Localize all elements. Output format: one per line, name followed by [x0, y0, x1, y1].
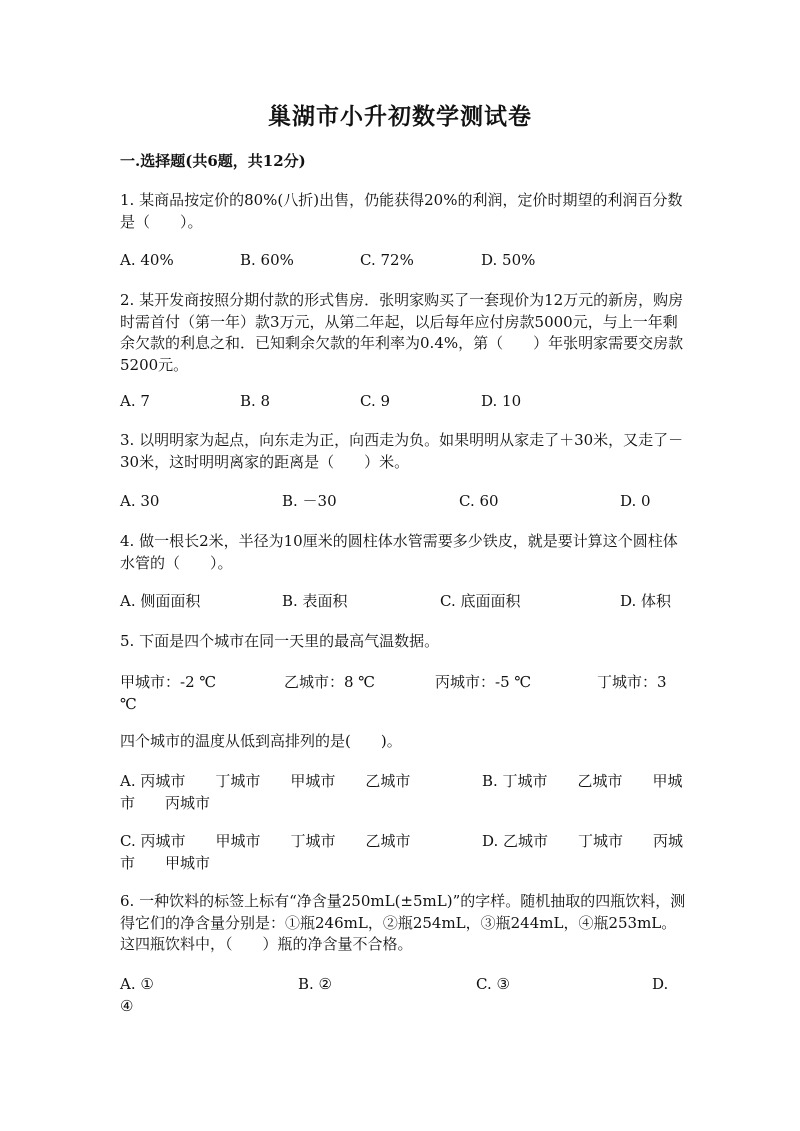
option-b[interactable]: B. 60%: [240, 251, 294, 269]
question-3-options: [120, 491, 686, 535]
temp-bing: 丙城市：-5 ℃: [435, 673, 532, 691]
question-2-options: [120, 391, 686, 435]
option-d[interactable]: D.: [652, 975, 669, 993]
section-heading: 一.选择题(共6题，共12分): [120, 152, 306, 170]
option-b[interactable]: B. 8: [240, 392, 271, 410]
option-d[interactable]: D. 0: [620, 492, 651, 510]
option-d[interactable]: D. 10: [481, 392, 522, 410]
question-4-options: [120, 591, 686, 635]
option-c[interactable]: C. 底面面积: [440, 592, 521, 610]
option-d[interactable]: D. 体积: [620, 592, 672, 610]
option-c[interactable]: C. ③: [476, 975, 510, 993]
option-b-wrap[interactable]: 市 丙城市: [120, 793, 211, 812]
option-b[interactable]: B. －30: [282, 492, 337, 510]
option-a[interactable]: A. 7: [120, 392, 150, 410]
temperature-data: [120, 672, 686, 716]
question-5-ask: 四个城市的温度从低到高排列的是( )。: [120, 732, 402, 750]
question-3-stem: 3. 以明明家为起点，向东走为正，向西走为负。如果明明从家走了＋30米，又走了－30米，这时明明离家的距离是（ ）米。: [120, 431, 684, 471]
temp-ding-unit: ℃: [120, 694, 137, 713]
option-d[interactable]: D. 乙城市 丁城市 丙城: [482, 832, 684, 850]
temp-ding: 丁城市：3: [597, 673, 667, 691]
option-c[interactable]: C. 9: [360, 392, 391, 410]
option-c[interactable]: C. 60: [459, 492, 499, 510]
option-a[interactable]: A. 30: [120, 492, 160, 510]
question-6-options: [120, 974, 686, 1018]
option-a[interactable]: A. ①: [120, 975, 154, 993]
question-5-options-cd: [120, 831, 686, 875]
temp-yi: 乙城市：8 ℃: [284, 673, 376, 691]
option-b[interactable]: B. ②: [298, 975, 333, 993]
question-1-options: [120, 250, 686, 294]
option-d-wrap[interactable]: 市 甲城市: [120, 853, 211, 872]
question-4-stem: 4. 做一根长2米，半径为10厘米的圆柱体水管需要多少铁皮，就是要计算这个圆柱体水管的（ ）。: [120, 532, 678, 572]
option-d-wrap[interactable]: ④: [120, 996, 134, 1015]
temp-jia: 甲城市：-2 ℃: [120, 673, 217, 691]
question-2-stem: 2. 某开发商按照分期付款的形式售房．张明家购买了一套现价为12万元的新房，购房时需首付（第一年）款3万元，从第二年起，以后每年应付房款5000元，与上一年剩余欠款的利息之和．已知剩余欠款的年利率为0.4%，第（ ）年张明家需要交房款5200元。: [120, 291, 684, 374]
option-b[interactable]: B. 丁城市 乙城市 甲城: [482, 772, 683, 790]
option-a[interactable]: A. 丙城市 丁城市 甲城市 乙城市: [120, 772, 411, 790]
question-6-stem: 6. 一种饮料的标签上标有“净含量250mL(±5mL)”的字样。随机抽取的四瓶饮料，测得它们的净含量分别是：①瓶246mL，②瓶254mL，③瓶244mL，④瓶253mL。这四瓶饮料中，（ ）瓶的净含量不合格。: [120, 892, 686, 953]
option-c[interactable]: C. 72%: [360, 251, 414, 269]
option-c[interactable]: C. 丙城市 甲城市 丁城市 乙城市: [120, 832, 411, 850]
question-1-stem: 1. 某商品按定价的80%(八折)出售，仍能获得20%的利润，定价时期望的利润百分数是（ ）。: [120, 191, 683, 231]
option-a[interactable]: A. 40%: [120, 251, 174, 269]
page-title: 巢湖市小升初数学测试卷: [268, 103, 532, 130]
option-d[interactable]: D. 50%: [481, 251, 536, 269]
option-b[interactable]: B. 表面积: [282, 592, 348, 610]
option-a[interactable]: A. 侧面面积: [120, 592, 201, 610]
question-5-options-ab: [120, 771, 686, 815]
question-5-stem: 5. 下面是四个城市在同一天里的最高气温数据。: [120, 632, 440, 650]
